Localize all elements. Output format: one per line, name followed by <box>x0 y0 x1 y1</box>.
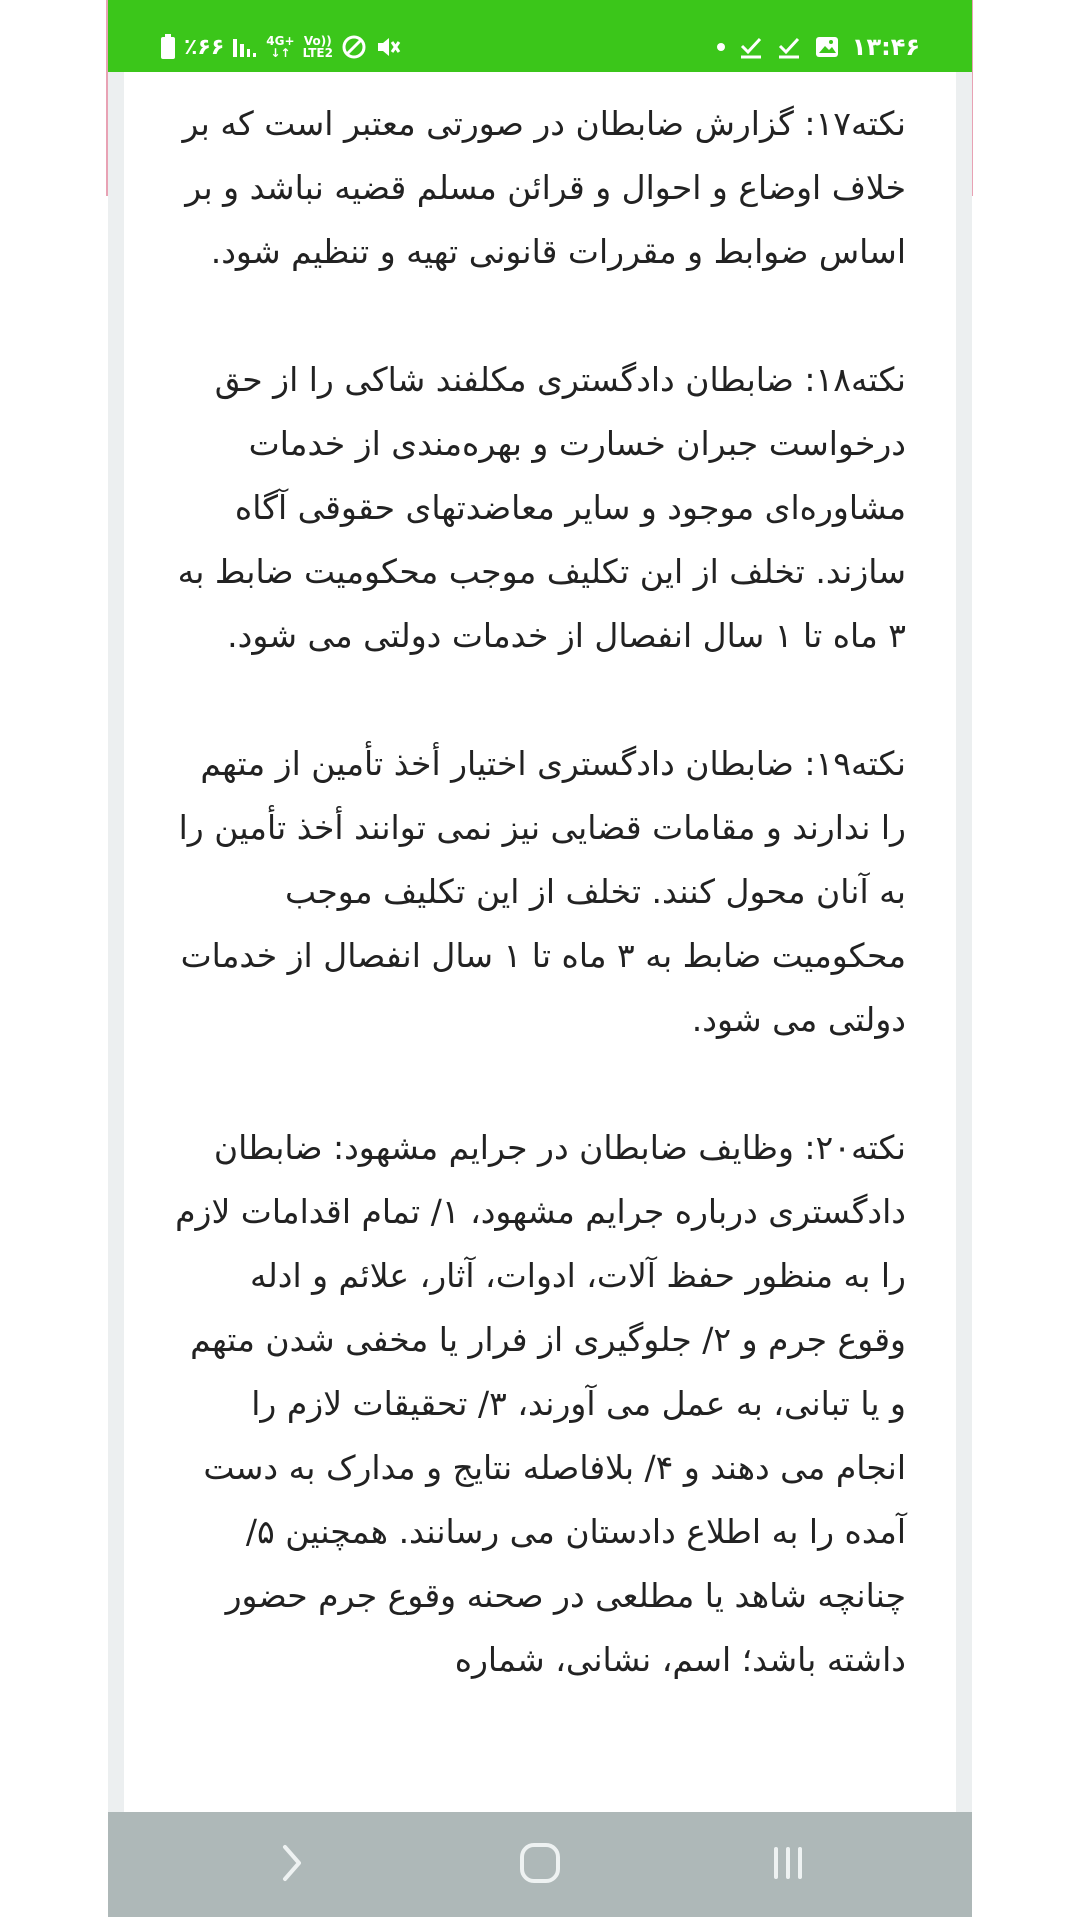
status-bar <box>108 0 972 72</box>
back-button[interactable] <box>242 1825 342 1905</box>
battery-icon <box>160 34 176 60</box>
battery-percent: ٪۶۶ <box>184 34 225 60</box>
back-icon <box>277 1843 307 1887</box>
clock: ۱۳:۴۶ <box>851 33 920 61</box>
status-bar-left <box>160 30 401 64</box>
recents-icon <box>768 1843 808 1887</box>
note-20 <box>174 1116 906 1692</box>
note-text: نکته۲۰: وظایف ضابطان در جرایم مشهود: ضابطان دادگستری درباره جرایم مشهود، ۱/ تمام اقدامات لازم را به منظور حفظ آلات، ادوات، آثار، علائم و ادله وقوع جرم و ۲/ جلوگیری از فرار یا مخفی شدن متهم و یا تبانی، به عمل می آورند، ۳/ تحقیقات لازم را انجام می دهند و ۴/ بلافاصله نتایج و مدارک به دست آمده را به اطلاع دادستان می رسانند. همچنین ۵/ چنانچه شاهد یا مطلعی در صحنه وقوع جرم حضور داشته باشد؛ اسم، نشانی، شماره <box>175 1128 906 1679</box>
note-text: نکته۱۷: گزارش ضابطان در صورتی معتبر است که بر خلاف اوضاع و احوال و قرائن مسلم قضیه نباشد و بر اساس ضوابط و مقررات قانونی تهیه و تنظیم شود. <box>182 104 906 271</box>
note-18 <box>174 348 906 668</box>
recents-button[interactable] <box>738 1825 838 1905</box>
check-icon <box>738 34 764 60</box>
check-icon <box>776 34 802 60</box>
volte-indicator <box>303 35 333 59</box>
network-indicator <box>266 35 294 59</box>
mute-icon <box>375 34 401 60</box>
volte-label: Vo)) <box>303 34 332 48</box>
signal-icon <box>232 35 258 59</box>
blocked-icon <box>341 34 367 60</box>
home-icon <box>518 1841 562 1889</box>
dot-icon <box>716 42 726 52</box>
home-button[interactable] <box>490 1825 590 1905</box>
text-column <box>174 92 906 1756</box>
data-arrows-icon: ↓↑ <box>270 46 291 60</box>
note-19 <box>174 732 906 1052</box>
note-text: نکته۱۹: ضابطان دادگستری اختیار أخذ تأمین از متهم را ندارند و مقامات قضایی نیز نمی توانند أخذ تأمین را به آنان محول کنند. تخلف از این تکلیف موجب محکومیت ضابط به ۳ ماه تا ۱ سال انفصال از خدمات دولتی می شود. <box>178 744 906 1039</box>
left-margin <box>0 0 108 1917</box>
status-bar-right <box>716 30 920 64</box>
gallery-icon <box>814 34 840 60</box>
right-margin <box>972 0 1080 1917</box>
navigation-bar <box>108 1812 972 1917</box>
lte-label: LTE2 <box>302 46 333 60</box>
network-type: 4G+ <box>266 34 295 48</box>
note-text: نکته۱۸: ضابطان دادگستری مکلفند شاکی را از حق درخواست جبران خسارت و بهره‌مندی از خدمات مشاوره‌ای موجود و سایر معاضدتهای حقوقی آگاه سازند. تخلف از این تکلیف موجب محکومیت ضابط به ۳ ماه تا ۱ سال انفصال از خدمات دولتی می شود. <box>177 360 906 655</box>
page-content <box>124 72 956 1812</box>
reader-view[interactable] <box>108 72 972 1812</box>
note-17 <box>174 92 906 284</box>
